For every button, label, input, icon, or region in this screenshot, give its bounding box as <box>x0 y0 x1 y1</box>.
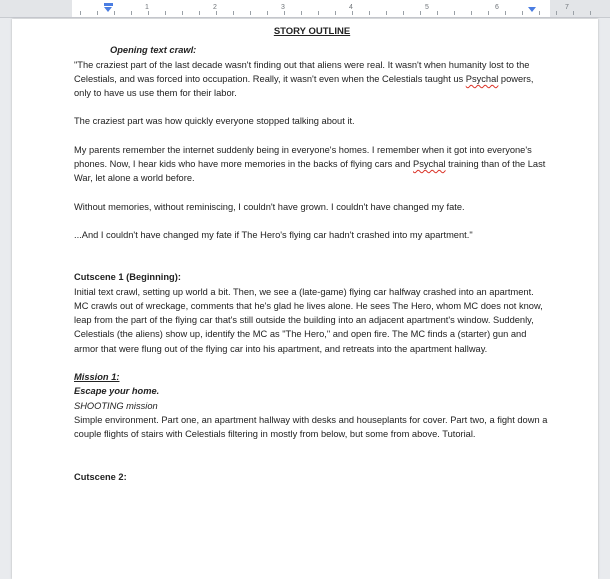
document-body[interactable] <box>74 25 550 484</box>
right-indent-marker[interactable] <box>528 7 536 12</box>
ruler-tick <box>437 11 438 15</box>
misspelled-word[interactable]: Psychal <box>413 159 446 170</box>
crawl-p3-text-b: training than of the Last War, let alone a world before. <box>74 159 546 184</box>
document-title: STORY OUTLINE <box>273 26 351 37</box>
mission-1-type-rest: mission <box>123 400 158 411</box>
ruler-tick <box>403 11 404 15</box>
ruler-tick <box>335 11 336 15</box>
mission-1-heading: Mission 1: <box>74 372 120 383</box>
ruler-tick <box>148 11 149 15</box>
crawl-heading: Opening text crawl: <box>110 45 197 56</box>
cutscene-1-body: Initial text crawl, setting up world a bit. Then, we see a (late-game) flying car halfway crashed into an apartment. MC crawls out of wreckage, comments that he's glad he lives alone. He sees The Hero, whom MC does not know, leap from the part of the flying car that's still outside the building into an adjacent apartment's window. Suddenly, Celestials (the aliens) show up, identify the MC as "The Hero," and open fire. The MC finds a (starter) gun and armor that were flung out of the flying car into his apartment, and retreats into the apartment hallway. <box>74 286 543 354</box>
ruler-tick <box>522 11 523 15</box>
ruler-tick <box>539 11 540 15</box>
mission-1-type <box>74 399 550 413</box>
ruler-tick <box>318 11 319 15</box>
ruler-tick <box>284 11 285 15</box>
ruler-tick <box>556 11 557 15</box>
ruler-number: 6 <box>495 4 499 11</box>
crawl-p1-text-a: "The craziest part of the last decade wasn't finding out that aliens were real. It wasn't when humanity lost to the Celestials, and was forced into occupation. Really, it wasn't even when the Celestials taught us <box>74 59 530 84</box>
ruler-number: 4 <box>349 4 353 11</box>
ruler-tick <box>199 11 200 15</box>
ruler-tick <box>182 11 183 15</box>
ruler-tick <box>369 11 370 15</box>
ruler-tick <box>505 11 506 15</box>
ruler-number: 3 <box>281 4 285 11</box>
ruler-tick <box>114 11 115 15</box>
crawl-p1-text-b: powers, only to have us use them for their labor. <box>74 73 534 99</box>
ruler-tick <box>97 11 98 15</box>
ruler-left-margin <box>0 0 72 17</box>
mission-1-body: Simple environment. Part one, an apartment hallway with desks and houseplants for cover. Part two, a fight down a couple flights of stairs with Celestials filtering in mostly from below, but some from above. Tutorial. <box>74 414 548 440</box>
ruler-right-margin <box>550 0 610 17</box>
ruler-tick <box>301 11 302 15</box>
ruler-number: 1 <box>145 4 149 11</box>
ruler-tick <box>386 11 387 15</box>
ruler-tick <box>471 11 472 15</box>
ruler-tick <box>250 11 251 15</box>
ruler-tick <box>267 11 268 15</box>
first-line-indent-handle[interactable] <box>104 3 113 6</box>
crawl-p3-text-a: My parents remember the internet suddenly being in everyone's homes. I remember when it got into everyone's phones. Now, I hear kids who have more memories in the backs of flying cars and <box>74 144 532 170</box>
ruler-tick <box>590 11 591 15</box>
ruler-tick <box>80 11 81 15</box>
ruler-tick <box>352 11 353 15</box>
ruler-number: 2 <box>213 4 217 11</box>
ruler <box>0 0 610 18</box>
ruler-number: 7 <box>565 4 569 11</box>
misspelled-word[interactable]: Psychal <box>465 73 499 84</box>
crawl-paragraph-1 <box>74 58 550 101</box>
left-indent-marker[interactable] <box>104 7 112 12</box>
ruler-tick <box>165 11 166 15</box>
cutscene-1-heading: Cutscene 1 (Beginning): <box>74 272 181 283</box>
mission-1-subtitle: Escape your home. <box>74 386 160 397</box>
cutscene-2-heading: Cutscene 2: <box>74 471 127 482</box>
document-page[interactable] <box>12 19 598 579</box>
ruler-tick <box>131 11 132 15</box>
ruler-tick <box>573 11 574 15</box>
ruler-tick <box>233 11 234 15</box>
ruler-number: 5 <box>425 4 429 11</box>
crawl-paragraph-4: Without memories, without reminiscing, I couldn't have grown. I couldn't have changed my fate. <box>74 201 465 212</box>
crawl-paragraph-3 <box>74 143 550 186</box>
crawl-paragraph-2: The craziest part was how quickly everyone stopped talking about it. <box>74 116 355 127</box>
ruler-tick <box>454 11 455 15</box>
ruler-tick <box>488 11 489 15</box>
mission-1-type-word: SHOOTING <box>74 400 124 411</box>
ruler-tick <box>216 11 217 15</box>
crawl-paragraph-5: ...And I couldn't have changed my fate if The Hero's flying car hadn't crashed into my apartment." <box>74 229 473 240</box>
ruler-tick <box>420 11 421 15</box>
